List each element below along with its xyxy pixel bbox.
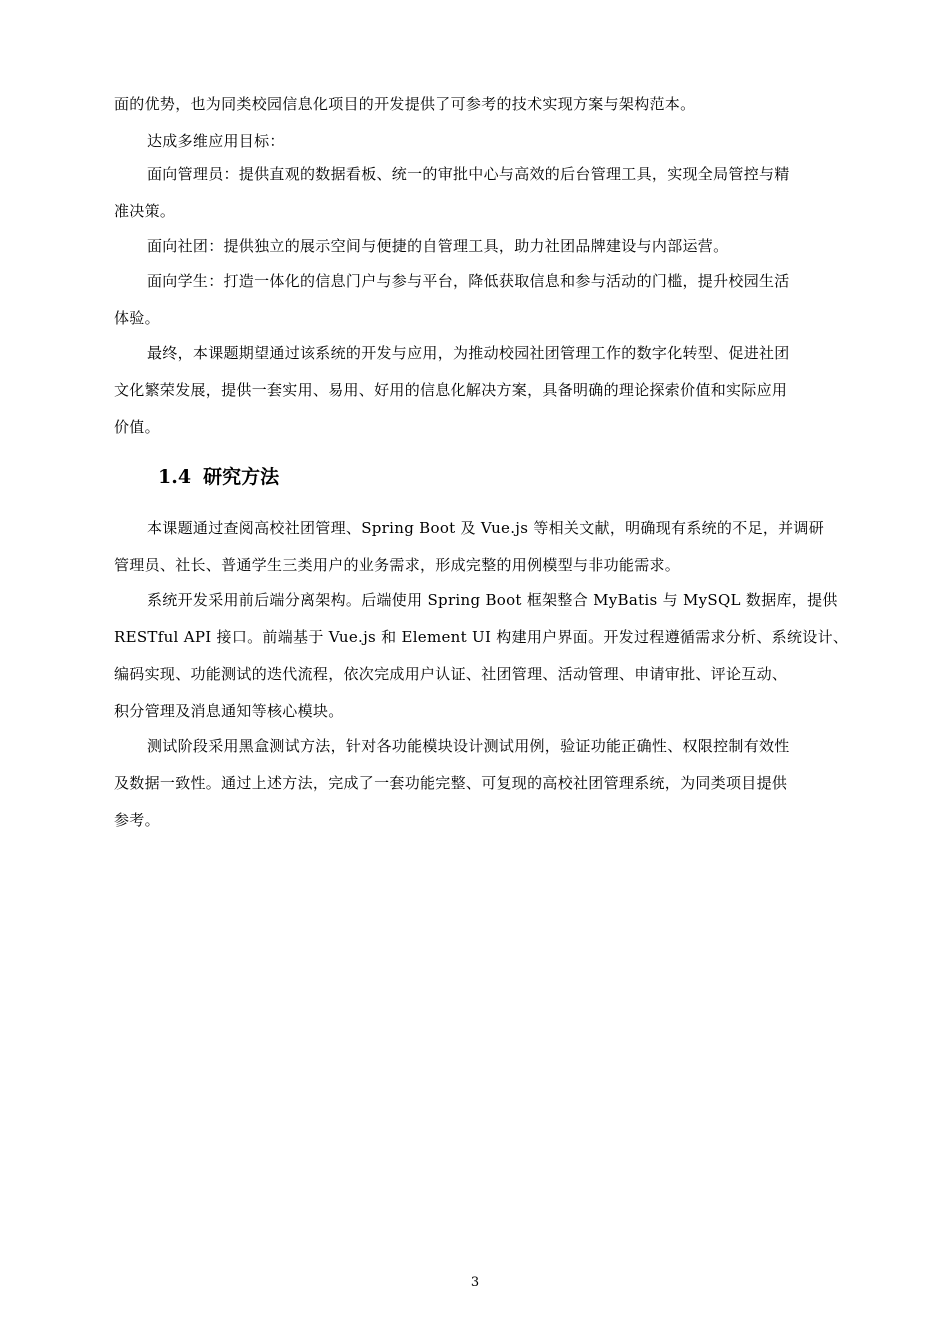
paragraph-line: 体验。 [114, 309, 160, 327]
page-number: 3 [470, 1275, 480, 1290]
paragraph-line: 文化繁荣发展，提供一套实用、易用、好用的信息化解决方案，具备明确的理论探索价值和实际应用 [114, 381, 788, 399]
paragraph-line: 面的优势，也为同类校园信息化项目的开发提供了可参考的技术实现方案与架构范本。 [114, 95, 696, 113]
paragraph-line: 面向管理员：提供直观的数据看板、统一的审批中心与高效的后台管理工具，实现全局管控与精 [147, 165, 790, 183]
paragraph-line: 管理员、社长、普通学生三类用户的业务需求，形成完整的用例模型与非功能需求。 [114, 556, 681, 574]
section-number: 1.4 [158, 466, 192, 488]
paragraph-line: 准决策。 [114, 202, 176, 220]
paragraph-line: 参考。 [114, 811, 160, 829]
paragraph-line: 本课题通过查阅高校社团管理、Spring Boot 及 Vue.js 等相关文献，明确现有系统的不足，并调研 [147, 519, 825, 537]
section-title: 研究方法 [203, 466, 280, 488]
paragraph-line: 积分管理及消息通知等核心模块。 [114, 702, 344, 720]
paragraph-line: 面向学生：打造一体化的信息门户与参与平台，降低获取信息和参与活动的门槛，提升校园生活 [147, 272, 790, 290]
paragraph-line: RESTful API 接口。前端基于 Vue.js 和 Element UI 构建用户界面。开发过程遵循需求分析、系统设计、 [114, 628, 849, 646]
paragraph-line: 价值。 [114, 418, 160, 436]
paragraph-line: 测试阶段采用黑盒测试方法，针对各功能模块设计测试用例，验证功能正确性、权限控制有效性 [147, 737, 790, 755]
section-heading [158, 464, 279, 490]
paragraph-line: 及数据一致性。通过上述方法，完成了一套功能完整、可复现的高校社团管理系统，为同类项目提供 [114, 774, 788, 792]
paragraph-line: 编码实现、功能测试的迭代流程，依次完成用户认证、社团管理、活动管理、申请审批、评论互动、 [114, 665, 788, 683]
paragraph-line: 系统开发采用前后端分离架构。后端使用 Spring Boot 框架整合 MyBatis 与 MySQL 数据库，提供 [147, 591, 838, 609]
paragraph-line: 最终，本课题期望通过该系统的开发与应用，为推动校园社团管理工作的数字化转型、促进社团 [147, 344, 790, 362]
paragraph-line: 面向社团：提供独立的展示空间与便捷的自管理工具，助力社团品牌建设与内部运营。 [147, 237, 729, 255]
paragraph-line: 达成多维应用目标： [147, 132, 285, 150]
